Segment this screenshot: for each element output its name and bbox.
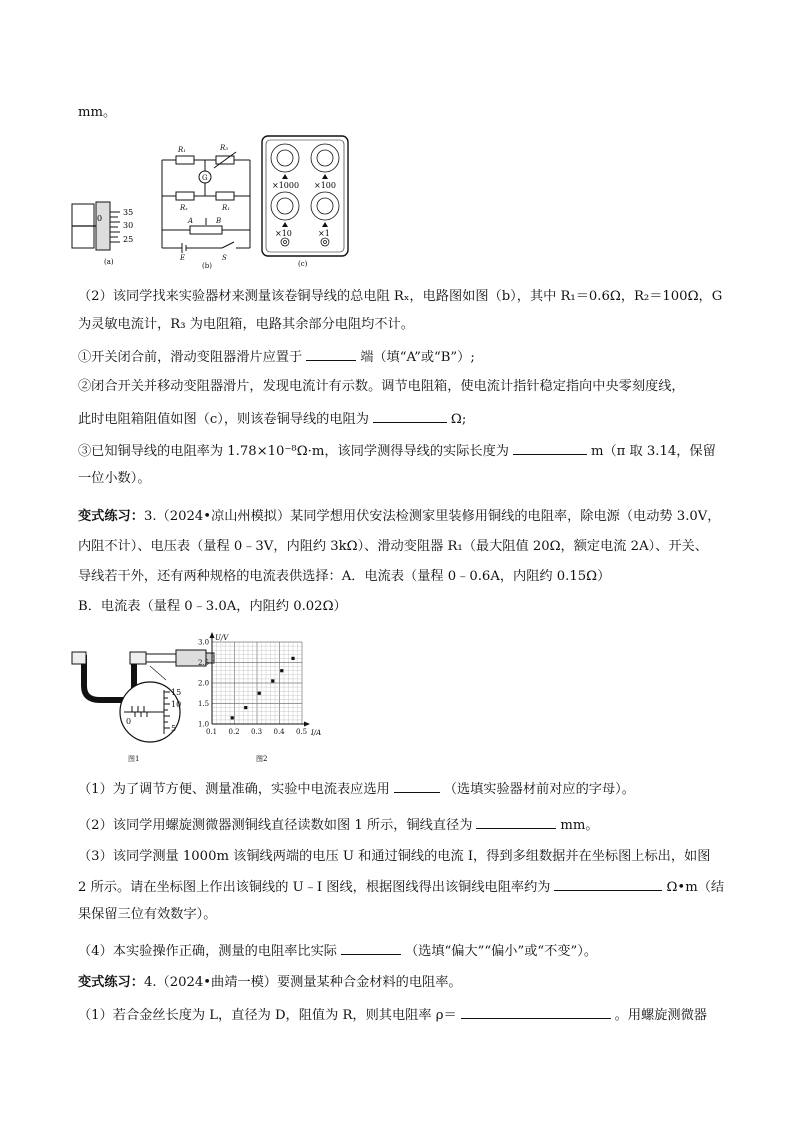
label-g: G bbox=[202, 174, 208, 182]
ex3-line-2: 内阻不计）、电压表（量程 0﹣3V，内阻约 3kΩ）、滑动变阻器 R₁（最大阻值 20Ω，额定电流 2A）、开关、 bbox=[78, 539, 708, 554]
x-tick-label: 0.1 bbox=[206, 728, 218, 736]
ex3-text-1: 3.（2024•凉山州模拟）某同学想用伏安法检测家里装修用铜线的电阻率，除电源（电动势 3.0V， bbox=[143, 509, 721, 524]
chart-grid bbox=[212, 642, 302, 724]
answer-blank-slider-end[interactable] bbox=[306, 346, 356, 361]
figure-2 bbox=[70, 628, 350, 770]
q3-p3-pre: 2 所示。请在坐标图上作出该铜线的 U﹣I 图线，根据图线得出该铜线电阻率约为 bbox=[78, 880, 551, 895]
ex4-text-1: 4.（2024•曲靖一模）要测量某种合金材料的电阻率。 bbox=[143, 975, 462, 990]
box-label-100: ×100 bbox=[314, 181, 336, 190]
chart-points bbox=[231, 657, 295, 720]
micro-a-tick-2: 30 bbox=[123, 221, 134, 230]
ex4-p1-pre: （1）若合金丝长度为 L，直径为 D，阻值为 R，则其电阻率 ρ＝ bbox=[78, 1008, 457, 1023]
ex4-label: 变式练习： bbox=[78, 975, 144, 990]
q3-p4 bbox=[78, 940, 597, 961]
micrometer-fig1 bbox=[72, 650, 214, 742]
y-tick-label: 2.0 bbox=[198, 679, 210, 688]
ex4-line-1 bbox=[78, 974, 462, 992]
micro-a-tick-1: 35 bbox=[123, 208, 134, 217]
q2-intro-2: 为灵敏电流计，R₃ 为电阻箱，电路其余部分电阻均不计。 bbox=[78, 317, 414, 332]
unit-tail: mm。 bbox=[78, 105, 117, 120]
q3-p2 bbox=[78, 814, 599, 835]
q2-item2-post: Ω; bbox=[450, 412, 467, 427]
data-point bbox=[271, 679, 274, 682]
label-rx: Rₓ bbox=[180, 204, 188, 212]
answer-blank-length[interactable] bbox=[513, 440, 587, 455]
q2-item3-post: m（π 取 3.14，保留 bbox=[590, 444, 716, 459]
caption-c: (c) bbox=[298, 260, 308, 268]
q3-p2-post: mm。 bbox=[560, 818, 599, 833]
caption-fig1: 图1 bbox=[128, 755, 140, 763]
q3-p4-post: （选填“偏大”“偏小”或“不变”）。 bbox=[404, 944, 598, 959]
data-point bbox=[280, 669, 283, 672]
caption-b: (b) bbox=[202, 262, 212, 270]
q3-p1-pre: （1）为了调节方便、测量准确，实验中电流表应选用 bbox=[78, 782, 390, 797]
y-tick-label: 3.0 bbox=[198, 638, 210, 647]
data-point bbox=[291, 657, 294, 660]
data-point bbox=[231, 716, 234, 719]
answer-blank-diameter[interactable] bbox=[476, 814, 556, 829]
y-tick-label: 2.5 bbox=[198, 659, 210, 667]
label-a: A bbox=[188, 217, 194, 225]
q3-p2-pre: （2）该同学用螺旋测微器测铜线直径读数如图 1 所示，铜线直径为 bbox=[78, 818, 473, 833]
label-r1-right: R₁ bbox=[222, 204, 231, 212]
q3-p4-pre: （4）本实验操作正确，测量的电阻率比实际 bbox=[78, 944, 337, 959]
q2-item1-post: 端（填“A”或“B”）; bbox=[360, 350, 475, 365]
x-tick-label: 0.4 bbox=[273, 728, 285, 736]
circuit-b bbox=[162, 152, 250, 253]
label-r3: R₃ bbox=[220, 144, 229, 152]
q2-item-3-line2: 一位小数）。 bbox=[78, 471, 151, 486]
x-tick-label: 0.2 bbox=[228, 728, 240, 736]
figure-1 bbox=[70, 132, 360, 272]
micrometer-a bbox=[72, 202, 133, 266]
q3-p3-line1: （3）该同学测量 1000m 该铜线两端的电压 U 和通过铜线的电流 I，得到多组数据并在坐标图上标出，如图 bbox=[78, 849, 711, 864]
q2-item3-pre: ③已知铜导线的电阻率为 1.78×10⁻⁸Ω·m，该同学测得导线的实际长度为 bbox=[78, 444, 509, 459]
answer-blank-rho[interactable] bbox=[461, 1004, 611, 1019]
answer-blank-bias[interactable] bbox=[341, 940, 401, 955]
ex4-p1 bbox=[78, 1004, 707, 1025]
caption-fig2: 图2 bbox=[256, 755, 268, 763]
x-tick-label: 0.3 bbox=[251, 728, 263, 736]
caption-a: (a) bbox=[104, 258, 114, 266]
answer-blank-resistance[interactable] bbox=[373, 408, 447, 423]
q3-p3-line2 bbox=[78, 876, 724, 897]
micro-fig1-tick-3: 5 bbox=[171, 724, 177, 733]
data-point bbox=[244, 706, 247, 709]
label-s: S bbox=[222, 254, 227, 262]
answer-blank-resistivity[interactable] bbox=[554, 876, 662, 891]
label-r1-top: R₁ bbox=[178, 146, 187, 154]
answer-blank-ammeter[interactable] bbox=[394, 778, 440, 793]
micro-fig1-zero: 0 bbox=[126, 717, 132, 726]
q2-item1-pre: ①开关闭合前，滑动变阻器滑片应置于 bbox=[78, 350, 303, 365]
box-label-1: ×1 bbox=[318, 229, 330, 238]
box-label-1000: ×1000 bbox=[272, 181, 300, 190]
ex4-p1-post: 。用螺旋测微器 bbox=[614, 1008, 707, 1023]
micro-fig1-tick-1: 15 bbox=[171, 688, 182, 697]
q2-intro-1: （2）该同学找来实验器材来测量该卷铜导线的总电阻 Rₓ，电路图如图（b），其中 R₁＝0.6Ω，R₂＝100Ω，G bbox=[78, 289, 723, 304]
chart-x-ticks bbox=[206, 728, 307, 736]
q2-item-2-line2 bbox=[78, 408, 466, 429]
q2-item-2-line1: ②闭合开关并移动变阻器滑片，发现电流计有示数。调节电阻箱，使电流计指针稳定指向中央零刻度线， bbox=[78, 379, 685, 394]
label-e: E bbox=[180, 254, 186, 262]
ex3-line-1 bbox=[78, 508, 720, 526]
q3-p1-post: （选填实验器材前对应的字母）。 bbox=[443, 782, 635, 797]
micro-a-zero: 0 bbox=[97, 214, 103, 223]
y-tick-label: 1.5 bbox=[198, 700, 210, 708]
q3-p1 bbox=[78, 778, 635, 799]
chart-xlabel: I/A bbox=[311, 729, 322, 737]
ex3-line-4: B．电流表（量程 0﹣3.0A，内阻约 0.02Ω） bbox=[78, 599, 347, 614]
chart-ylabel: U/V bbox=[215, 634, 229, 642]
data-point bbox=[258, 692, 261, 695]
q2-item-3-line1 bbox=[78, 440, 716, 461]
box-label-10: ×10 bbox=[275, 229, 292, 238]
x-tick-label: 0.5 bbox=[296, 728, 308, 736]
micro-fig1-tick-2: 10 bbox=[171, 700, 182, 709]
micro-a-tick-3: 25 bbox=[123, 235, 134, 244]
q2-item-1 bbox=[78, 346, 475, 367]
q2-item2-pre: 此时电阻箱阻值如图（c），则该卷铜导线的电阻为 bbox=[78, 412, 369, 427]
resistance-box-c bbox=[262, 136, 348, 268]
y-tick-label: 1.0 bbox=[198, 720, 210, 729]
q3-p3-post: Ω•m（结 bbox=[666, 880, 725, 895]
q3-p3-line3: 果保留三位有效数字）。 bbox=[78, 907, 217, 922]
ex3-label: 变式练习： bbox=[78, 509, 144, 524]
label-b: B bbox=[216, 217, 222, 225]
ex3-line-3: 导线若干外，还有两种规格的电流表供选择：A．电流表（量程 0﹣0.6A，内阻约 0.15Ω） bbox=[78, 569, 611, 584]
